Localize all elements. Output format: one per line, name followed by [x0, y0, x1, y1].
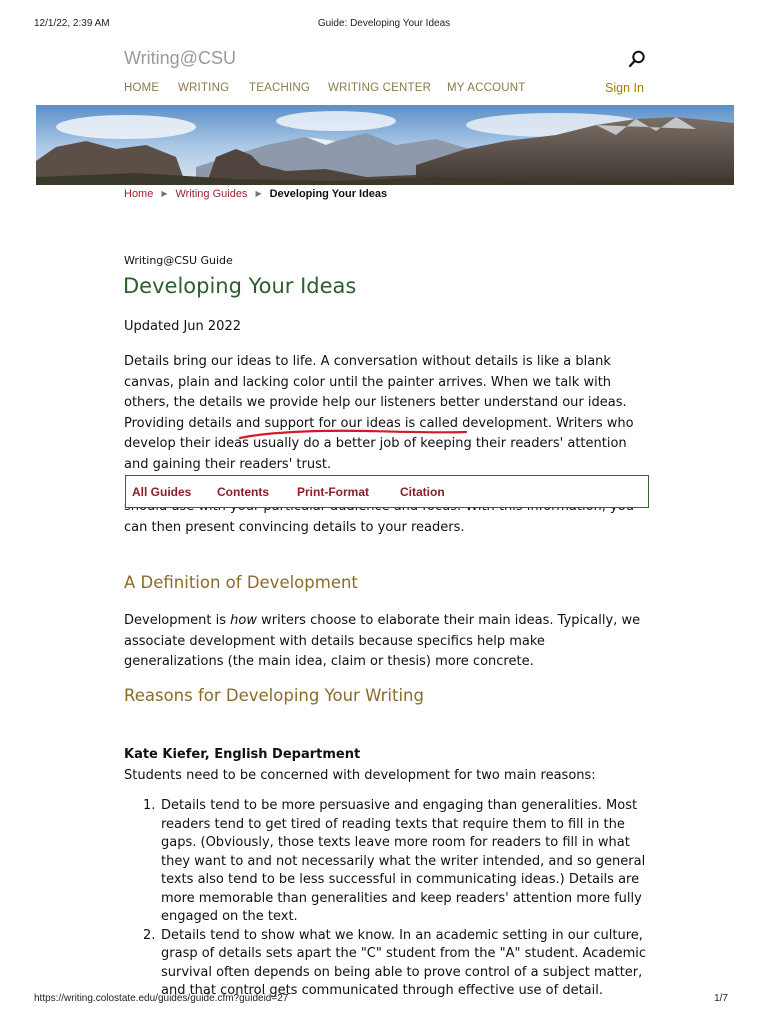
definition-paragraph — [124, 611, 644, 673]
tab-citation[interactable]: Citation — [400, 485, 445, 499]
tab-print-format[interactable]: Print-Format — [297, 485, 369, 499]
tab-contents[interactable]: Contents — [217, 485, 269, 499]
breadcrumb-separator-icon: ▶ — [255, 189, 262, 198]
updated-date: Updated Jun 2022 — [124, 319, 241, 334]
section-heading-definition: A Definition of Development — [124, 573, 358, 592]
tab-all-guides[interactable]: All Guides — [132, 485, 192, 499]
guide-tabs-bar — [125, 475, 649, 508]
print-url: https://writing.colostate.edu/guides/guide.cfm?guideid=27 — [34, 993, 289, 1004]
nav-my-account[interactable]: MY ACCOUNT — [447, 82, 526, 94]
breadcrumb-separator-icon: ▶ — [161, 189, 168, 198]
nav-home[interactable]: HOME — [124, 82, 160, 94]
nav-writing-center[interactable]: WRITING CENTER — [328, 82, 432, 94]
print-page-number: 1/7 — [714, 993, 728, 1004]
definition-text-end: writers choose to elaborate their main ideas. Typically, we associate development with details because specifics help make generalizations (the main idea, claim or thesis) more concrete. — [124, 613, 641, 670]
nav-writing[interactable]: WRITING — [178, 82, 230, 94]
section-heading-reasons: Reasons for Developing Your Writing — [124, 686, 424, 705]
search-icon[interactable] — [628, 50, 646, 68]
breadcrumb-current: Developing Your Ideas — [269, 188, 388, 200]
author-name: Kate Kiefer, English Department — [124, 747, 361, 762]
print-datetime: 12/1/22, 2:39 AM — [34, 18, 110, 29]
list-item — [124, 927, 654, 1001]
intro-paragraph: Details bring our ideas to life. A conversation without details is like a blank canvas, plain and lacking color until the painter arrives. When we talk with others, the details we provide help our listeners better understand our ideas. Providing details and support for our ideas is called development. Writers who develop their ideas usually do a better job of keeping their readers' attention and gaining their readers' trust. — [124, 354, 634, 472]
print-page-title: Guide: Developing Your Ideas — [317, 18, 451, 29]
list-number: 1. — [143, 798, 156, 813]
site-brand[interactable]: Writing@CSU — [124, 48, 236, 68]
sign-in-link[interactable]: Sign In — [605, 81, 644, 95]
underline-annotation — [238, 428, 468, 444]
reasons-list — [124, 797, 654, 1001]
breadcrumb — [124, 188, 387, 200]
breadcrumb-home[interactable]: Home — [124, 188, 154, 200]
reasons-lead-in: Students need to be concerned with development for two main reasons: — [124, 767, 596, 783]
list-item-text: Details tend to show what we know. In an academic setting in our culture, grasp of details sets apart the "C" student from the "A" student. Academic survival often depends on being able to prove control of a subject matter, and that control gets communicated through effective use of detail. — [161, 927, 647, 998]
author-block — [124, 745, 644, 786]
banner-image — [36, 105, 734, 185]
list-item-text: Details tend to be more persuasive and engaging than generalities. Most readers tend to get tired of reading texts that require them to fill in the gaps. (Obviously, those texts leave more room for readers to fill in what they want to and not necessarily what the writer intended, and so general texts also tend to be less successful in communicating ideas.) Details are more memorable than generalities and keep readers' attention more fully engaged on the text. — [161, 798, 646, 924]
definition-emphasis: how — [230, 613, 257, 628]
guide-label: Writing@CSU Guide — [124, 254, 233, 267]
page-title: Developing Your Ideas — [123, 274, 357, 298]
definition-text-start: Development is — [124, 613, 231, 628]
list-item — [124, 797, 654, 927]
nav-teaching[interactable]: TEACHING — [249, 82, 311, 94]
breadcrumb-writing-guides[interactable]: Writing Guides — [175, 188, 248, 200]
intro-continuation: can then present convincing details to your readers. — [124, 519, 465, 535]
list-number: 2. — [143, 927, 156, 943]
